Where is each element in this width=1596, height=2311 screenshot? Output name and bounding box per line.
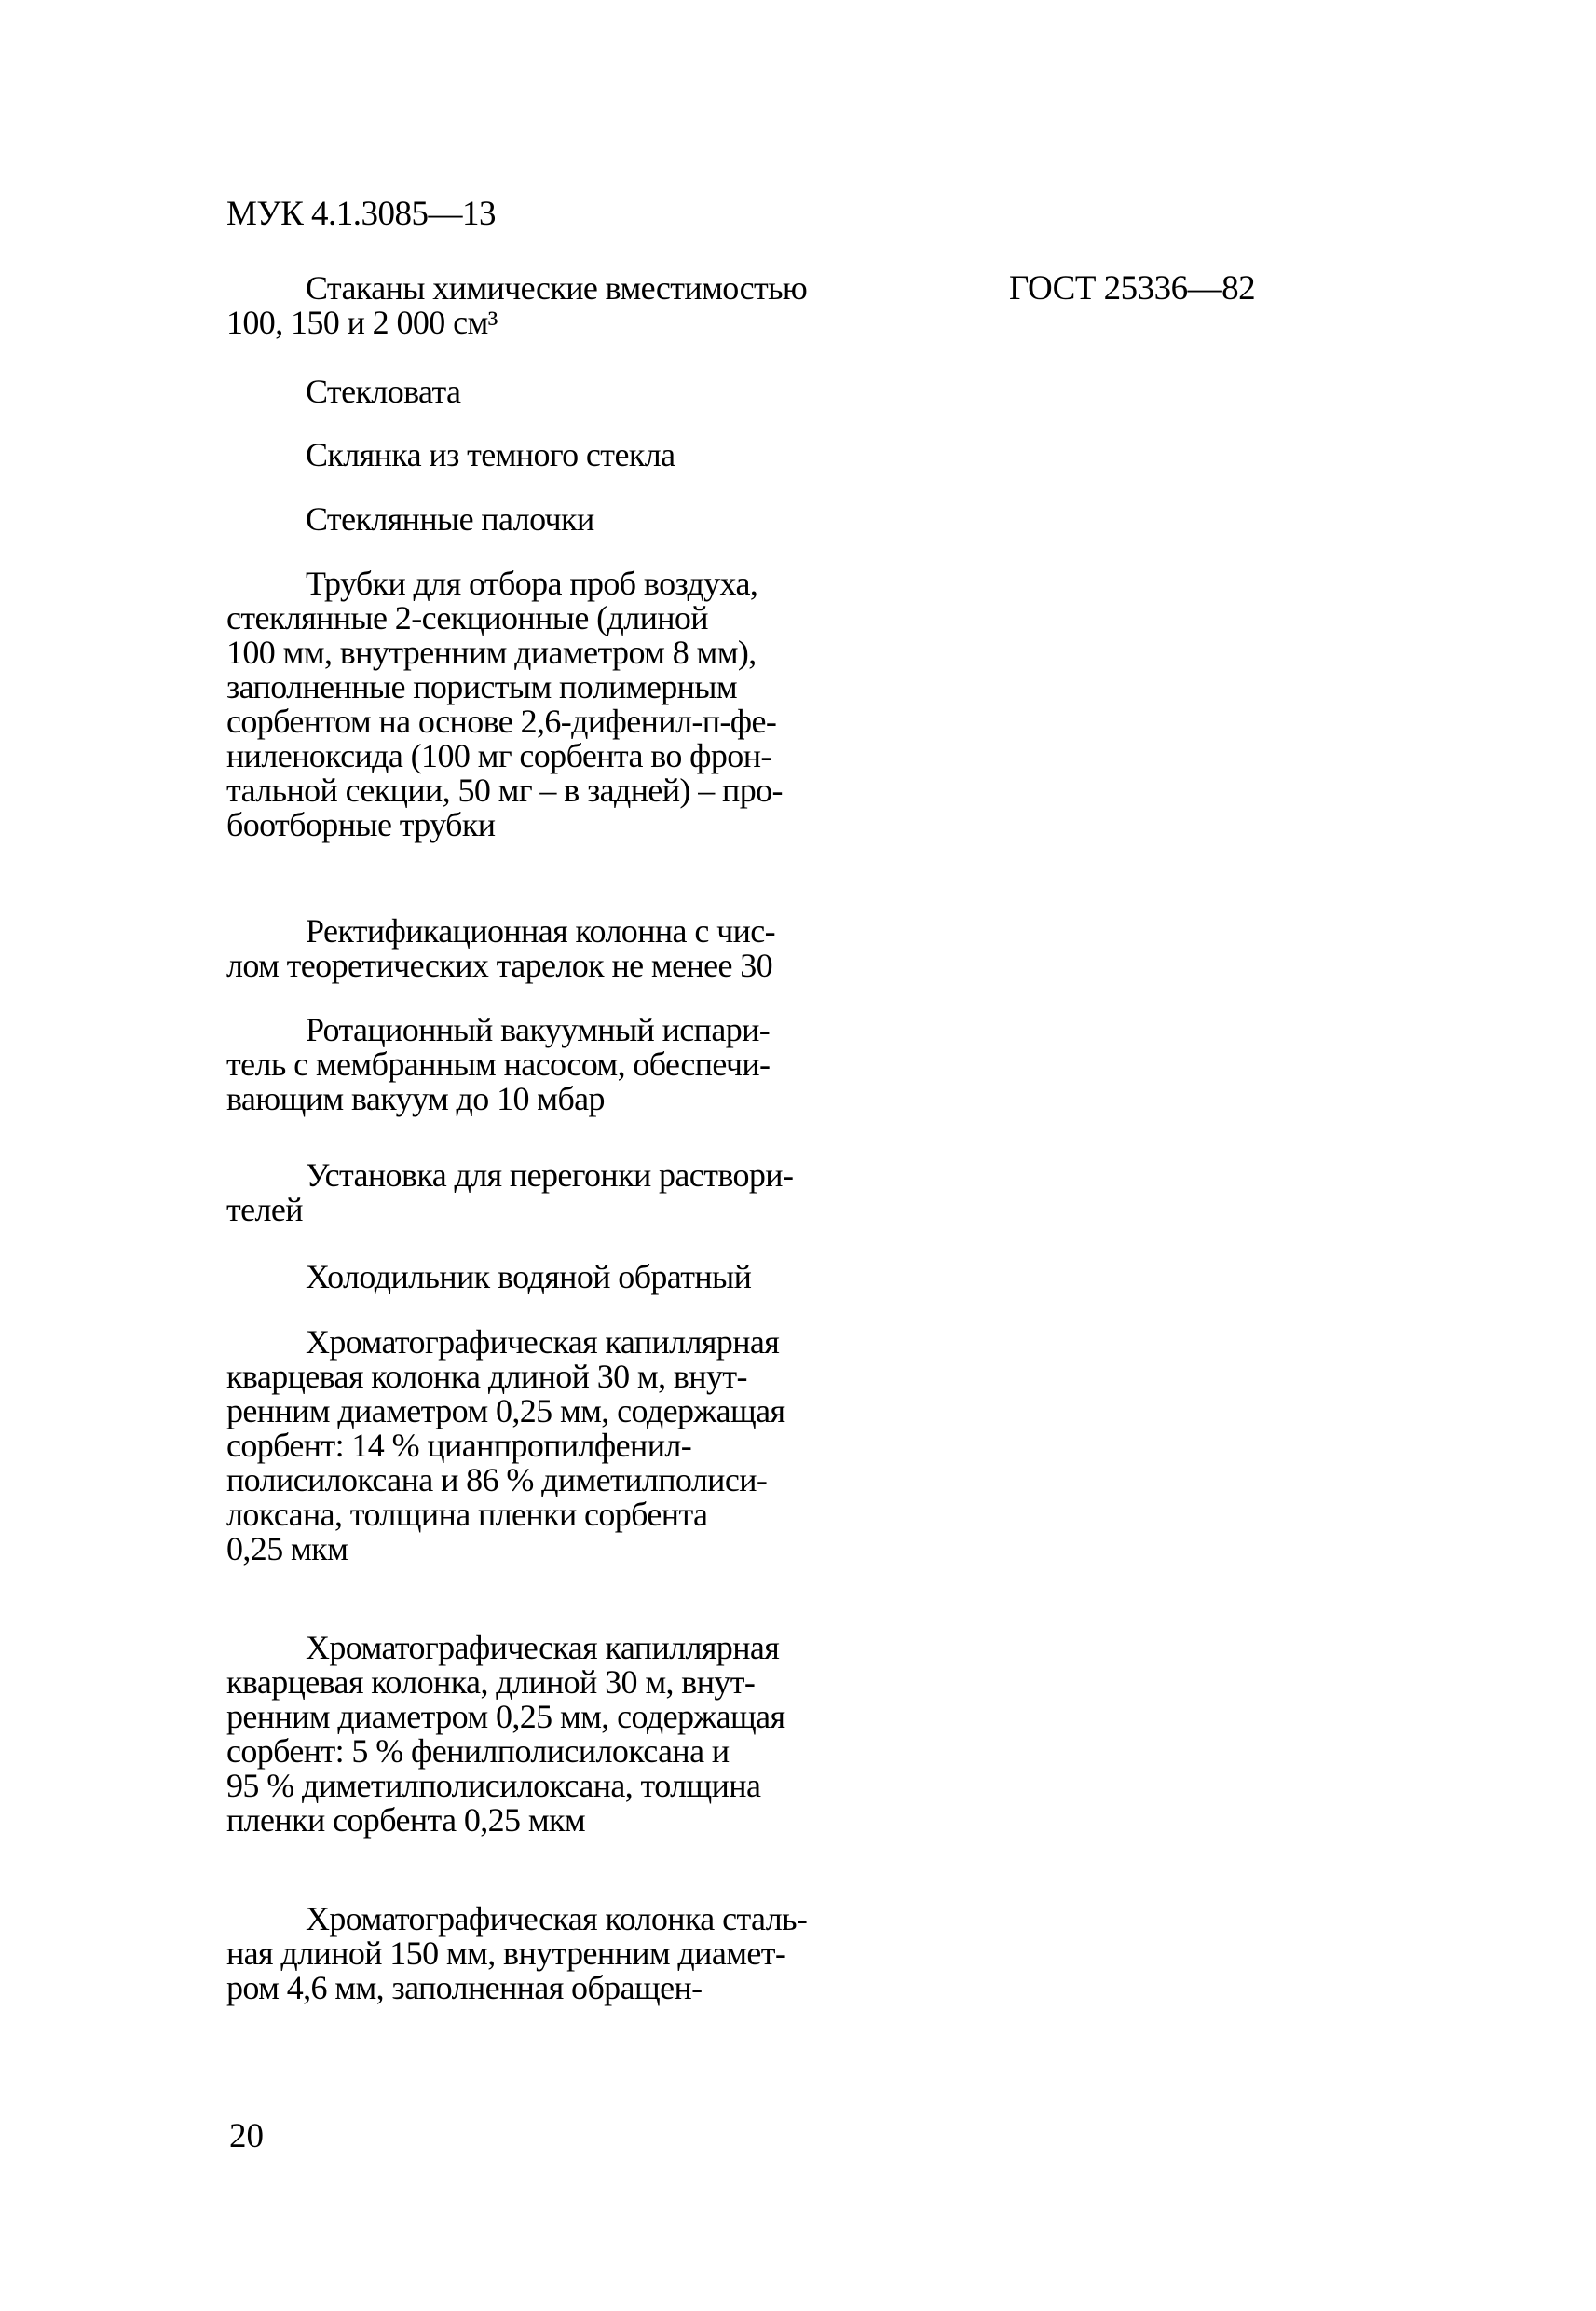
paragraph-line: ниленоксида (100 мг сорбента во фрон- — [226, 737, 771, 774]
paragraph-line: стеклянные 2-секционные (длиной — [226, 599, 708, 636]
paragraph-line: боотборные трубки — [226, 806, 496, 843]
gost-reference: ГОСТ 25336—82 — [1009, 269, 1256, 308]
equipment-paragraph — [226, 271, 807, 340]
equipment-paragraph — [226, 914, 775, 983]
paragraph-line: локсана, толщина пленки сорбента — [226, 1496, 708, 1533]
page-number: 20 — [229, 2117, 264, 2155]
paragraph-line: Склянка из темного стекла — [306, 436, 675, 473]
paragraph-line: заполненные пористым полимерным — [226, 668, 738, 705]
document-header: МУК 4.1.3085—13 — [226, 195, 497, 233]
equipment-paragraph — [226, 1631, 784, 1838]
equipment-paragraph — [226, 1260, 751, 1294]
equipment-paragraph — [226, 1158, 793, 1227]
paragraph-line: кварцевая колонка, длиной 30 м, внут- — [226, 1663, 756, 1701]
equipment-paragraph — [226, 1325, 784, 1566]
paragraph-line: Хроматографическая капиллярная — [306, 1629, 780, 1666]
equipment-paragraph — [226, 438, 675, 472]
paragraph-line: 95 % диметилполисилоксана, толщина — [226, 1767, 761, 1804]
paragraph-line: телей — [226, 1191, 303, 1228]
equipment-paragraph — [226, 1902, 807, 2005]
paragraph-line: Холодильник водяной обратный — [306, 1258, 752, 1295]
paragraph-line: лом теоретических тарелок не менее 30 — [226, 947, 773, 984]
paragraph-line: полисилоксана и 86 % диметилполиси- — [226, 1461, 768, 1498]
equipment-paragraph — [226, 567, 783, 842]
paragraph-line: 0,25 мкм — [226, 1530, 348, 1567]
paragraph-line: Ректификационная колонна с чис- — [306, 912, 776, 950]
paragraph-line: тель с мембранным насосом, обеспечи- — [226, 1046, 771, 1083]
paragraph-line: Стеклянные палочки — [306, 500, 594, 538]
paragraph-line: ренним диаметром 0,25 мм, содержащая — [226, 1392, 785, 1429]
paragraph-line: сорбентом на основе 2,6-дифенил-п-фе- — [226, 703, 777, 740]
paragraph-line: ная длиной 150 мм, внутренним диамет- — [226, 1935, 786, 1972]
paragraph-line: кварцевая колонка длиной 30 м, внут- — [226, 1358, 747, 1395]
paragraph-line: тальной секции, 50 мг – в задней) – про- — [226, 772, 783, 809]
paragraph-line: Стекловата — [306, 373, 461, 410]
paragraph-line: Хроматографическая капиллярная — [306, 1323, 780, 1361]
paragraph-line: сорбент: 14 % цианпропилфенил- — [226, 1427, 692, 1464]
paragraph-line: ром 4,6 мм, заполненная обращен- — [226, 1969, 703, 2006]
paragraph-line: пленки сорбента 0,25 мкм — [226, 1801, 586, 1839]
paragraph-line: 100 мм, внутренним диаметром 8 мм), — [226, 634, 757, 671]
paragraph-line: Стаканы химические вместимостью — [306, 269, 808, 307]
paragraph-line: вающим вакуум до 10 мбар — [226, 1080, 605, 1117]
equipment-paragraph — [226, 502, 594, 537]
paragraph-line: сорбент: 5 % фенилполисилоксана и — [226, 1732, 730, 1770]
paragraph-line: 100, 150 и 2 000 см³ — [226, 304, 498, 341]
equipment-paragraph — [226, 1013, 770, 1116]
paragraph-line: ренним диаметром 0,25 мм, содержащая — [226, 1698, 785, 1735]
paragraph-line: Установка для перегонки раствори- — [306, 1156, 794, 1194]
equipment-paragraph — [226, 375, 460, 409]
paragraph-line: Трубки для отбора проб воздуха, — [306, 565, 758, 602]
paragraph-line: Ротационный вакуумный испари- — [306, 1011, 771, 1048]
paragraph-line: Хроматографическая колонка сталь- — [306, 1900, 808, 1937]
